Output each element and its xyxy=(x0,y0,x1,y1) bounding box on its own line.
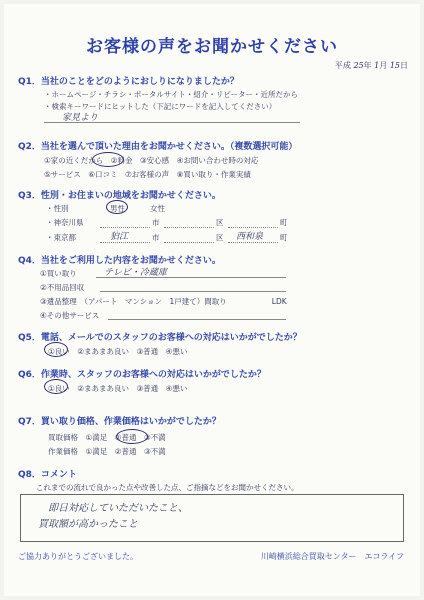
q6-selected-circle xyxy=(44,379,68,394)
q3-kanagawa: ・神奈川県 xyxy=(46,218,84,227)
q4-item-4-line xyxy=(108,319,286,320)
page-title: お客様の声をお聞かせください xyxy=(86,37,338,57)
q3-tokyo-town: 西和泉 xyxy=(236,232,264,242)
q3-t-city-line xyxy=(100,242,150,243)
q3-female: 女性 xyxy=(150,204,165,213)
q2-selected-circle xyxy=(92,152,124,167)
q4-item-2: ②不用品回収 xyxy=(40,283,85,292)
q3-k-town-line xyxy=(228,227,278,228)
date-year-unit: 年 xyxy=(363,61,372,70)
q5-question: Q5．電話、メールでのスタッフのお客様への対応はいかがでしたか？ xyxy=(18,333,302,343)
q1-options-2: ・検索キーワードにヒットした（下記にワードを記入してください） xyxy=(44,102,277,111)
q7-buy-price: 買取価格 ①満足 ②普通 ③不満 xyxy=(48,433,166,442)
q3-t-ward-line xyxy=(164,242,214,243)
q3-tokyo-city: 狛江 xyxy=(110,232,129,242)
q5-selected-circle xyxy=(44,342,68,357)
q4-item-1-line xyxy=(96,277,286,278)
q3-t-town-line xyxy=(228,242,278,243)
q5-options: ①良い ②まあまあ良い ③普通 ④悪い xyxy=(48,347,188,356)
q8-question: Q8．コメント xyxy=(18,470,77,480)
footer-thanks: ご協力ありがとうございました。 xyxy=(18,552,138,561)
q7-buy-circle xyxy=(116,429,148,444)
q8-comment-2: 買取額が高かったこと xyxy=(38,519,138,530)
q1-options-1: ・ホームページ・チラシ・ポータルサイト・紹介・リピーター・近所だから xyxy=(44,90,299,99)
date-day: 15 xyxy=(389,61,400,70)
q8-prompt: これまでの流れで良かった点や改善した点、ご指摘などをお聞かせください。 xyxy=(36,483,299,492)
q4-item-2-line xyxy=(100,291,286,292)
q4-item-1-answer: テレビ・冷蔵庫 xyxy=(104,268,167,278)
q4-item-3: ③遺品整理 （アパート マンション 1戸建て）間取り LDK xyxy=(40,297,287,306)
date-day-unit: 日 xyxy=(400,61,408,70)
q3-k-ward-line xyxy=(164,227,214,228)
date-era: 平成 xyxy=(334,61,351,70)
q3-k-city-line xyxy=(100,227,150,228)
q2-question: Q2．当社を選んで頂いた理由をお聞かせください。（複数選択可能） xyxy=(18,142,298,152)
q1-question: Q1．当社のことをどのようにおしりになりましたか？ xyxy=(18,77,239,87)
q7-question: Q7．買い取り価格、作業価格はいかがでしたか？ xyxy=(18,417,221,427)
q4-item-4: ④その他サービス xyxy=(40,311,100,320)
q3-question: Q3．性別・お住まいの地域をお聞かせください。 xyxy=(18,191,221,201)
footer-company: 川崎横浜総合買取センター エコライフ xyxy=(260,552,404,561)
q4-item-1: ①買い取り xyxy=(40,269,77,278)
date-year: 25 xyxy=(353,61,364,70)
date-month: 1 xyxy=(374,61,380,70)
q3-male: 男性 xyxy=(110,204,125,213)
q3-gender-circle xyxy=(106,200,128,214)
q3-k-ward-suffix: 区 xyxy=(216,218,224,227)
q3-t-city-suffix: 市 xyxy=(152,233,160,242)
q3-tokyo: ・東京都 xyxy=(46,233,76,242)
q4-question: Q4．当社をご利用した内容をお聞かせください。 xyxy=(18,256,221,266)
q3-t-town-suffix: 町 xyxy=(280,233,288,242)
q8-comment-1: 即日対応していただいたこと、 xyxy=(48,503,188,514)
q1-answer-line xyxy=(44,122,300,123)
q2-options-1: ①家の近くだから ②料金 ③安心感 ④お問い合わせ時の対応 xyxy=(44,156,259,165)
q1-answer: 家見より xyxy=(62,113,99,123)
q3-gender-label: ・性別 xyxy=(46,204,69,213)
q3-k-city-suffix: 市 xyxy=(152,218,160,227)
date-month-unit: 月 xyxy=(379,61,388,70)
q7-work-price: 作業価格 ①満足 ②普通 ③不満 xyxy=(48,447,166,456)
q2-options-2: ⑤サービス ⑥口コミ ⑦お客様の声 ⑧買い取り・作業実績 xyxy=(44,170,251,179)
q3-t-ward-suffix: 区 xyxy=(216,233,224,242)
survey-date xyxy=(335,60,408,71)
q6-question: Q6．作業時、スタッフのお客様への対応はいかがでしたか？ xyxy=(18,370,266,380)
q6-options: ①良い ②まあまあ良い ③普通 ④悪い xyxy=(48,384,188,393)
q3-k-town-suffix: 町 xyxy=(280,218,288,227)
